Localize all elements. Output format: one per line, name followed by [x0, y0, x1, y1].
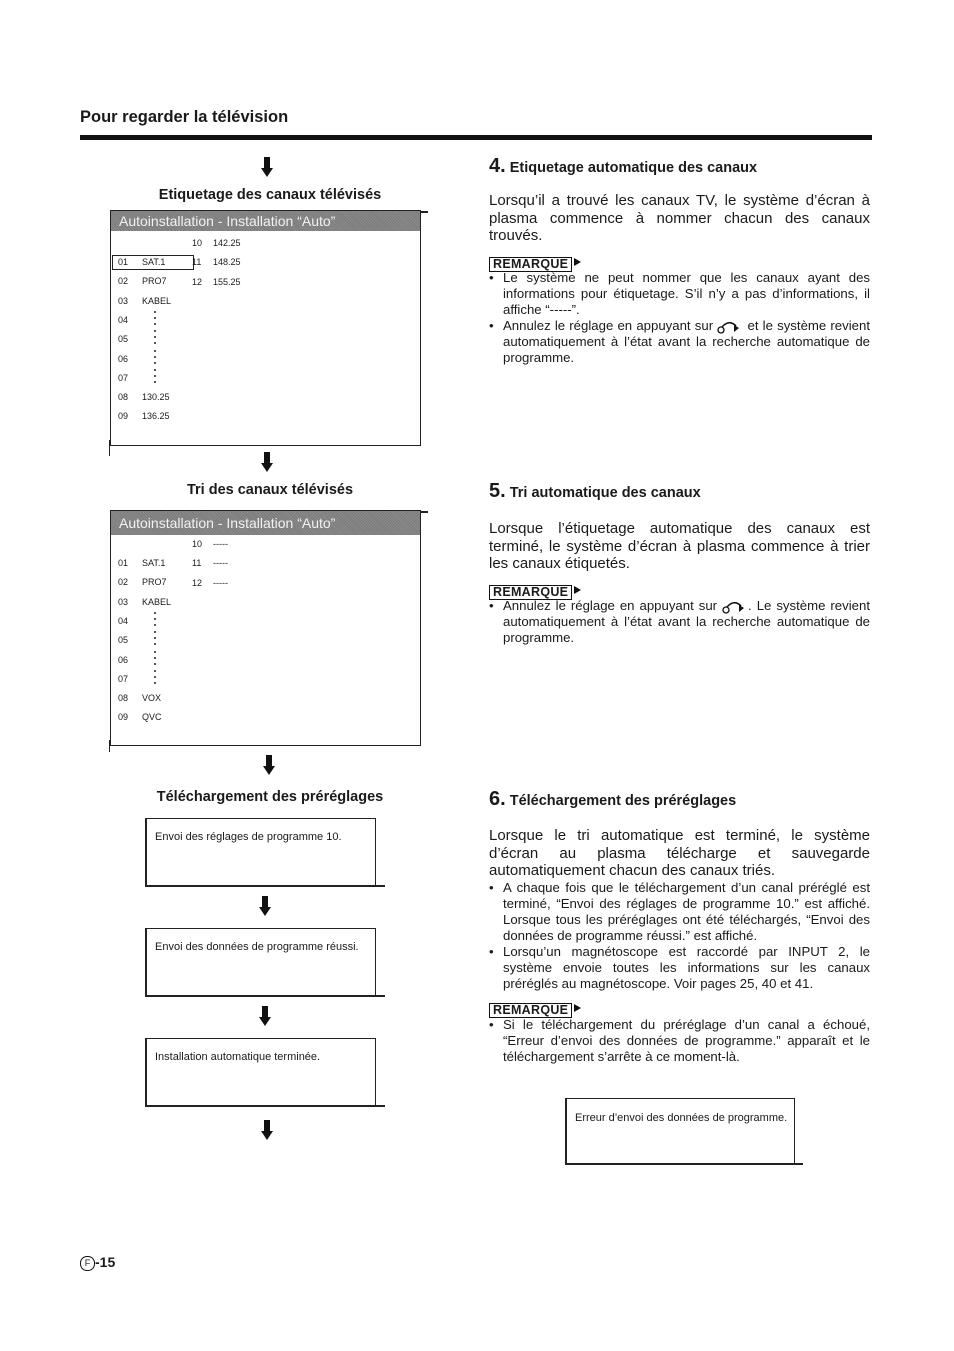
- channel-number: 07: [118, 673, 129, 684]
- channel-value: 130.25: [142, 392, 170, 403]
- channel-number: 09: [118, 712, 129, 723]
- section4-remarque: REMARQUE: [489, 255, 572, 273]
- remarque-arrow-icon: [574, 1004, 581, 1012]
- channel-number: 03: [118, 295, 129, 306]
- message-sending-text: Envoi des réglages de programme 10.: [155, 831, 342, 843]
- channel-value: -----: [213, 558, 228, 569]
- down-arrow-icon: [262, 157, 272, 177]
- channel-number: 02: [118, 276, 129, 287]
- section4-note-1: • Le système ne peut nommer que les canaux ayant des informations pour étiquetage. S’il n’y a pas d’informations, il affiche “-----”.: [489, 270, 870, 318]
- channel-number: 07: [118, 372, 129, 383]
- section4-heading: 4. Etiquetage automatique des canaux: [489, 155, 758, 177]
- channel-number: 09: [118, 411, 129, 422]
- channel-number: 06: [118, 353, 129, 364]
- section5-note-1: • Annulez le réglage en appuyant sur . Le système revient automatiquement à l’état avant la recherche automatique de programme.: [489, 598, 870, 646]
- channel-number: 06: [118, 654, 129, 665]
- message-success-text: Envoi des données de programme réussi.: [155, 941, 359, 953]
- section5-paragraph: Lorsque l’étiquetage automatique des canaux est terminé, le système d’écran à plasma commence à trier les canaux étiquetés.: [489, 520, 870, 572]
- message-complete-text: Installation automatique terminée.: [155, 1051, 321, 1063]
- screen1-osd: [110, 210, 421, 446]
- download-caption: Téléchargement des préréglages: [156, 789, 384, 805]
- channel-number: 10: [192, 539, 203, 549]
- channel-number: 08: [118, 693, 129, 704]
- section5-notes: [489, 598, 870, 646]
- message-box-sending: [145, 818, 376, 887]
- section5-heading: 5. Tri automatique des canaux: [489, 480, 701, 502]
- section6-note-1: • A chaque fois que le téléchargement d’un canal préréglé est terminé, “Envoi des réglages de programme 10.” est affiché. Lorsque tous les préréglages ont été téléchargés, “Envoi des données de programme réussi.” est affiché.: [489, 880, 870, 944]
- channel-number: 11: [192, 558, 202, 569]
- down-arrow-icon: [264, 755, 274, 775]
- channel-value: 148.25: [213, 257, 241, 268]
- channel-number: 10: [192, 238, 203, 248]
- section6-notes-2: [489, 1017, 870, 1065]
- message-box-success: [145, 928, 376, 997]
- channel-value: 155.25: [213, 276, 241, 287]
- screen1-caption: Etiquetage des canaux télévisés: [158, 187, 382, 203]
- screen1-title-bar: Autoinstallation - Installation “Auto”: [111, 211, 420, 231]
- section5-remarque: REMARQUE: [489, 583, 572, 601]
- remarque-arrow-icon: [574, 258, 581, 266]
- section6-note-2: • Lorsqu’un magnétoscope est raccordé par INPUT 2, le système envoie toutes les informations sur les canaux préréglés au magnétoscope. Voir pages 25, 40 et 41.: [489, 944, 870, 992]
- page-header-title: Pour regarder la télévision: [80, 108, 289, 126]
- channel-value: PRO7: [142, 276, 167, 287]
- section6-remarque: REMARQUE: [489, 1001, 572, 1019]
- channel-value: 136.25: [142, 411, 170, 422]
- section4-paragraph: Lorsqu’il a trouvé les canaux TV, le système d’écran à plasma commence à nommer chacun des canaux trouvés.: [489, 192, 870, 244]
- header-rule: [80, 135, 872, 140]
- screen2-caption: Tri des canaux télévisés: [186, 482, 354, 498]
- page-number: F -15: [80, 1254, 115, 1271]
- return-icon: [717, 320, 743, 334]
- down-arrow-icon: [260, 1006, 270, 1026]
- screen2-osd: [110, 510, 421, 746]
- down-arrow-icon: [262, 452, 272, 472]
- section6-heading: 6. Téléchargement des préréglages: [489, 788, 737, 810]
- dots-icon: [154, 651, 156, 669]
- channel-number: 01: [118, 257, 129, 267]
- section6-note-3: • Si le téléchargement du préréglage d’un canal a échoué, “Erreur d’envoi des données de programme.” apparaît et le téléchargement s’arrête à ce moment-là.: [489, 1017, 870, 1065]
- channel-value: 142.25: [213, 238, 241, 248]
- section6-notes: [489, 880, 870, 992]
- down-arrow-icon: [262, 1120, 272, 1140]
- channel-value: -----: [213, 577, 228, 588]
- channel-value: QVC: [142, 712, 162, 723]
- channel-number: 01: [118, 558, 129, 568]
- channel-number: 04: [118, 615, 129, 626]
- channel-number: 03: [118, 596, 129, 607]
- channel-number: 08: [118, 392, 129, 403]
- channel-number: 12: [192, 577, 203, 588]
- message-box-error: [565, 1098, 795, 1165]
- channel-number: 02: [118, 577, 129, 588]
- channel-value: KABEL: [142, 596, 172, 607]
- dots-icon: [154, 631, 156, 649]
- channel-value: SAT.1: [142, 558, 166, 568]
- channel-number: 05: [118, 334, 129, 345]
- dots-icon: [154, 612, 156, 630]
- channel-number: 12: [192, 276, 203, 287]
- dots-icon: [154, 670, 156, 688]
- channel-number: 04: [118, 314, 129, 325]
- section4-notes: [489, 270, 870, 366]
- message-error-text: Erreur d’envoi des données de programme.: [575, 1112, 788, 1124]
- dots-icon: [154, 350, 156, 368]
- selection-highlight: [112, 255, 194, 270]
- dots-icon: [154, 369, 156, 387]
- screen2-title-bar: Autoinstallation - Installation “Auto”: [111, 511, 420, 535]
- channel-value: PRO7: [142, 577, 167, 588]
- section4-note-2: • Annulez le réglage en appuyant sur et le système revient automatiquement à l’état avant la recherche automatique de programme.: [489, 318, 870, 366]
- channel-value: VOX: [142, 693, 162, 704]
- message-box-complete: [145, 1038, 376, 1107]
- channel-number: 05: [118, 635, 129, 646]
- section6-paragraph: Lorsque le tri automatique est terminé, le système d’écran au plasma télécharge et sauvegarde automatiquement chacun des canaux triés.: [489, 827, 870, 879]
- return-icon: [722, 600, 748, 614]
- channel-value: -----: [213, 539, 228, 549]
- remarque-arrow-icon: [574, 586, 581, 594]
- channel-value: SAT.1: [142, 257, 166, 267]
- dots-icon: [154, 330, 156, 348]
- down-arrow-icon: [260, 896, 270, 916]
- channel-value: KABEL: [142, 295, 172, 306]
- dots-icon: [154, 311, 156, 329]
- channel-number: 11: [192, 257, 202, 268]
